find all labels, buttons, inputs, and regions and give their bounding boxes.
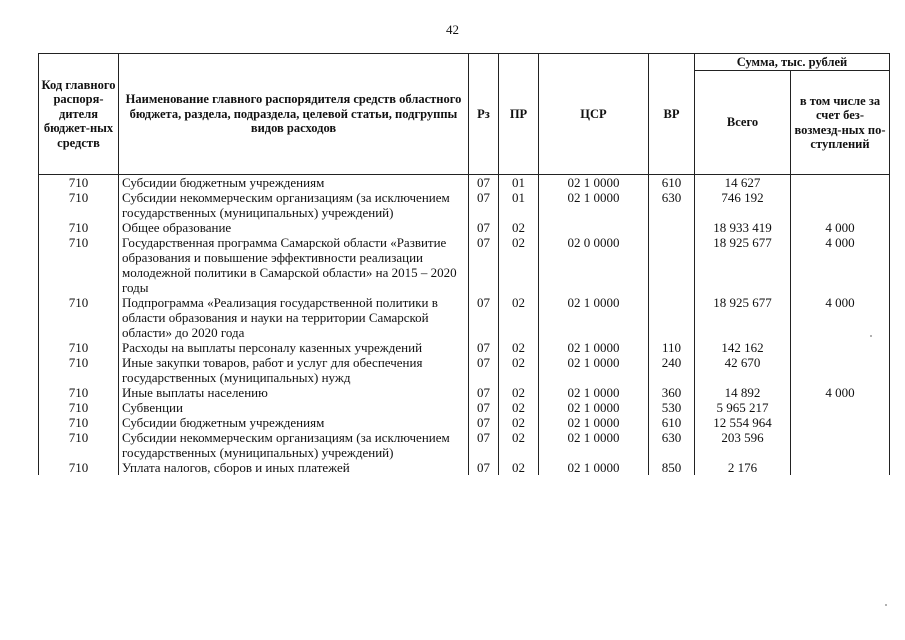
cell-rz: 07 — [469, 295, 499, 340]
cell-name: Государственная программа Самарской области «Развитие образования и повышение эффективности реализации молодежной политики в Самарской области» на 2015 – 2020 годы — [119, 235, 469, 295]
cell-code: 710 — [39, 400, 119, 415]
table-row — [39, 340, 890, 355]
cell-total: 14 892 — [695, 385, 791, 400]
cell-vr: 630 — [649, 430, 695, 460]
table-row — [39, 175, 890, 191]
cell-vr: 240 — [649, 355, 695, 385]
cell-code: 710 — [39, 175, 119, 191]
cell-code: 710 — [39, 295, 119, 340]
cell-total: 18 925 677 — [695, 235, 791, 295]
cell-code: 710 — [39, 220, 119, 235]
cell-vr: 630 — [649, 190, 695, 220]
table-row — [39, 385, 890, 400]
cell-total: 42 670 — [695, 355, 791, 385]
cell-code: 710 — [39, 415, 119, 430]
cell-rz: 07 — [469, 430, 499, 460]
cell-free: 4 000 — [791, 295, 890, 340]
cell-free: 4 000 — [791, 385, 890, 400]
cell-vr: 610 — [649, 415, 695, 430]
header-code: Код главного распоря-дителя бюджет-ных средств — [39, 54, 119, 175]
header-total: Всего — [695, 71, 791, 175]
table-row — [39, 235, 890, 295]
header-rz: Рз — [469, 54, 499, 175]
cell-csr: 02 1 0000 — [539, 355, 649, 385]
cell-vr: 360 — [649, 385, 695, 400]
cell-pr: 02 — [499, 400, 539, 415]
cell-pr: 02 — [499, 235, 539, 295]
cell-name: Уплата налогов, сборов и иных платежей — [119, 460, 469, 475]
cell-free — [791, 430, 890, 460]
cell-name: Расходы на выплаты персоналу казенных учреждений — [119, 340, 469, 355]
cell-code: 710 — [39, 385, 119, 400]
cell-free — [791, 415, 890, 430]
cell-name: Подпрограмма «Реализация государственной политики в области образования и науки на территории Самарской области» до 2020 года — [119, 295, 469, 340]
cell-csr: 02 0 0000 — [539, 235, 649, 295]
page-number: 42 — [446, 22, 459, 37]
cell-name: Иные закупки товаров, работ и услуг для обеспечения государственных (муниципальных) нужд — [119, 355, 469, 385]
header-csr: ЦСР — [539, 54, 649, 175]
cell-vr — [649, 220, 695, 235]
cell-rz: 07 — [469, 385, 499, 400]
header-vr: ВР — [649, 54, 695, 175]
cell-vr: 110 — [649, 340, 695, 355]
cell-rz: 07 — [469, 355, 499, 385]
cell-name: Общее образование — [119, 220, 469, 235]
table-row — [39, 415, 890, 430]
cell-total: 203 596 — [695, 430, 791, 460]
cell-pr: 02 — [499, 295, 539, 340]
header-sum-group: Сумма, тыс. рублей — [695, 54, 890, 71]
cell-code: 710 — [39, 355, 119, 385]
cell-total: 142 162 — [695, 340, 791, 355]
cell-pr: 02 — [499, 355, 539, 385]
cell-rz: 07 — [469, 220, 499, 235]
table-row — [39, 355, 890, 385]
table-header — [39, 54, 890, 175]
scan-speck — [870, 335, 872, 337]
header-free: в том числе за счет без-возмезд-ных по-ступлений — [791, 71, 890, 175]
cell-total: 18 933 419 — [695, 220, 791, 235]
cell-vr — [649, 295, 695, 340]
cell-csr: 02 1 0000 — [539, 190, 649, 220]
cell-csr — [539, 220, 649, 235]
cell-csr: 02 1 0000 — [539, 340, 649, 355]
cell-rz: 07 — [469, 235, 499, 295]
table-row — [39, 460, 890, 475]
cell-name: Субсидии некоммерческим организациям (за исключением государственных (муниципальных) учреждений) — [119, 430, 469, 460]
cell-free: 4 000 — [791, 220, 890, 235]
cell-name: Субсидии бюджетным учреждениям — [119, 415, 469, 430]
cell-vr: 610 — [649, 175, 695, 191]
cell-free — [791, 175, 890, 191]
cell-total: 14 627 — [695, 175, 791, 191]
cell-vr: 850 — [649, 460, 695, 475]
cell-csr: 02 1 0000 — [539, 295, 649, 340]
table-row — [39, 400, 890, 415]
cell-total: 18 925 677 — [695, 295, 791, 340]
cell-csr: 02 1 0000 — [539, 460, 649, 475]
cell-total: 746 192 — [695, 190, 791, 220]
cell-rz: 07 — [469, 175, 499, 191]
cell-name: Иные выплаты населению — [119, 385, 469, 400]
cell-free — [791, 190, 890, 220]
cell-free — [791, 400, 890, 415]
cell-rz: 07 — [469, 400, 499, 415]
table-row — [39, 430, 890, 460]
cell-csr: 02 1 0000 — [539, 400, 649, 415]
cell-name: Субсидии некоммерческим организациям (за исключением государственных (муниципальных) учреждений) — [119, 190, 469, 220]
cell-pr: 02 — [499, 385, 539, 400]
cell-code: 710 — [39, 430, 119, 460]
cell-code: 710 — [39, 190, 119, 220]
cell-free — [791, 340, 890, 355]
cell-pr: 01 — [499, 190, 539, 220]
cell-csr: 02 1 0000 — [539, 430, 649, 460]
cell-code: 710 — [39, 235, 119, 295]
scan-speck — [885, 604, 887, 606]
cell-free — [791, 460, 890, 475]
cell-pr: 02 — [499, 340, 539, 355]
cell-code: 710 — [39, 460, 119, 475]
cell-pr: 02 — [499, 430, 539, 460]
cell-total: 12 554 964 — [695, 415, 791, 430]
cell-vr: 530 — [649, 400, 695, 415]
cell-pr: 02 — [499, 220, 539, 235]
cell-code: 710 — [39, 340, 119, 355]
cell-csr: 02 1 0000 — [539, 385, 649, 400]
budget-table — [38, 53, 890, 475]
cell-rz: 07 — [469, 340, 499, 355]
header-name: Наименование главного распорядителя средств областного бюджета, раздела, подраздела, целевой статьи, подгруппы видов расходов — [119, 54, 469, 175]
cell-total: 2 176 — [695, 460, 791, 475]
cell-rz: 07 — [469, 190, 499, 220]
cell-free: 4 000 — [791, 235, 890, 295]
cell-vr — [649, 235, 695, 295]
header-pr: ПР — [499, 54, 539, 175]
cell-free — [791, 355, 890, 385]
cell-rz: 07 — [469, 415, 499, 430]
table-row — [39, 295, 890, 340]
cell-name: Субвенции — [119, 400, 469, 415]
cell-pr: 01 — [499, 175, 539, 191]
cell-pr: 02 — [499, 415, 539, 430]
cell-name: Субсидии бюджетным учреждениям — [119, 175, 469, 191]
cell-csr: 02 1 0000 — [539, 415, 649, 430]
table-row — [39, 220, 890, 235]
table-row — [39, 190, 890, 220]
cell-total: 5 965 217 — [695, 400, 791, 415]
cell-csr: 02 1 0000 — [539, 175, 649, 191]
cell-rz: 07 — [469, 460, 499, 475]
table-body — [39, 175, 890, 476]
cell-pr: 02 — [499, 460, 539, 475]
